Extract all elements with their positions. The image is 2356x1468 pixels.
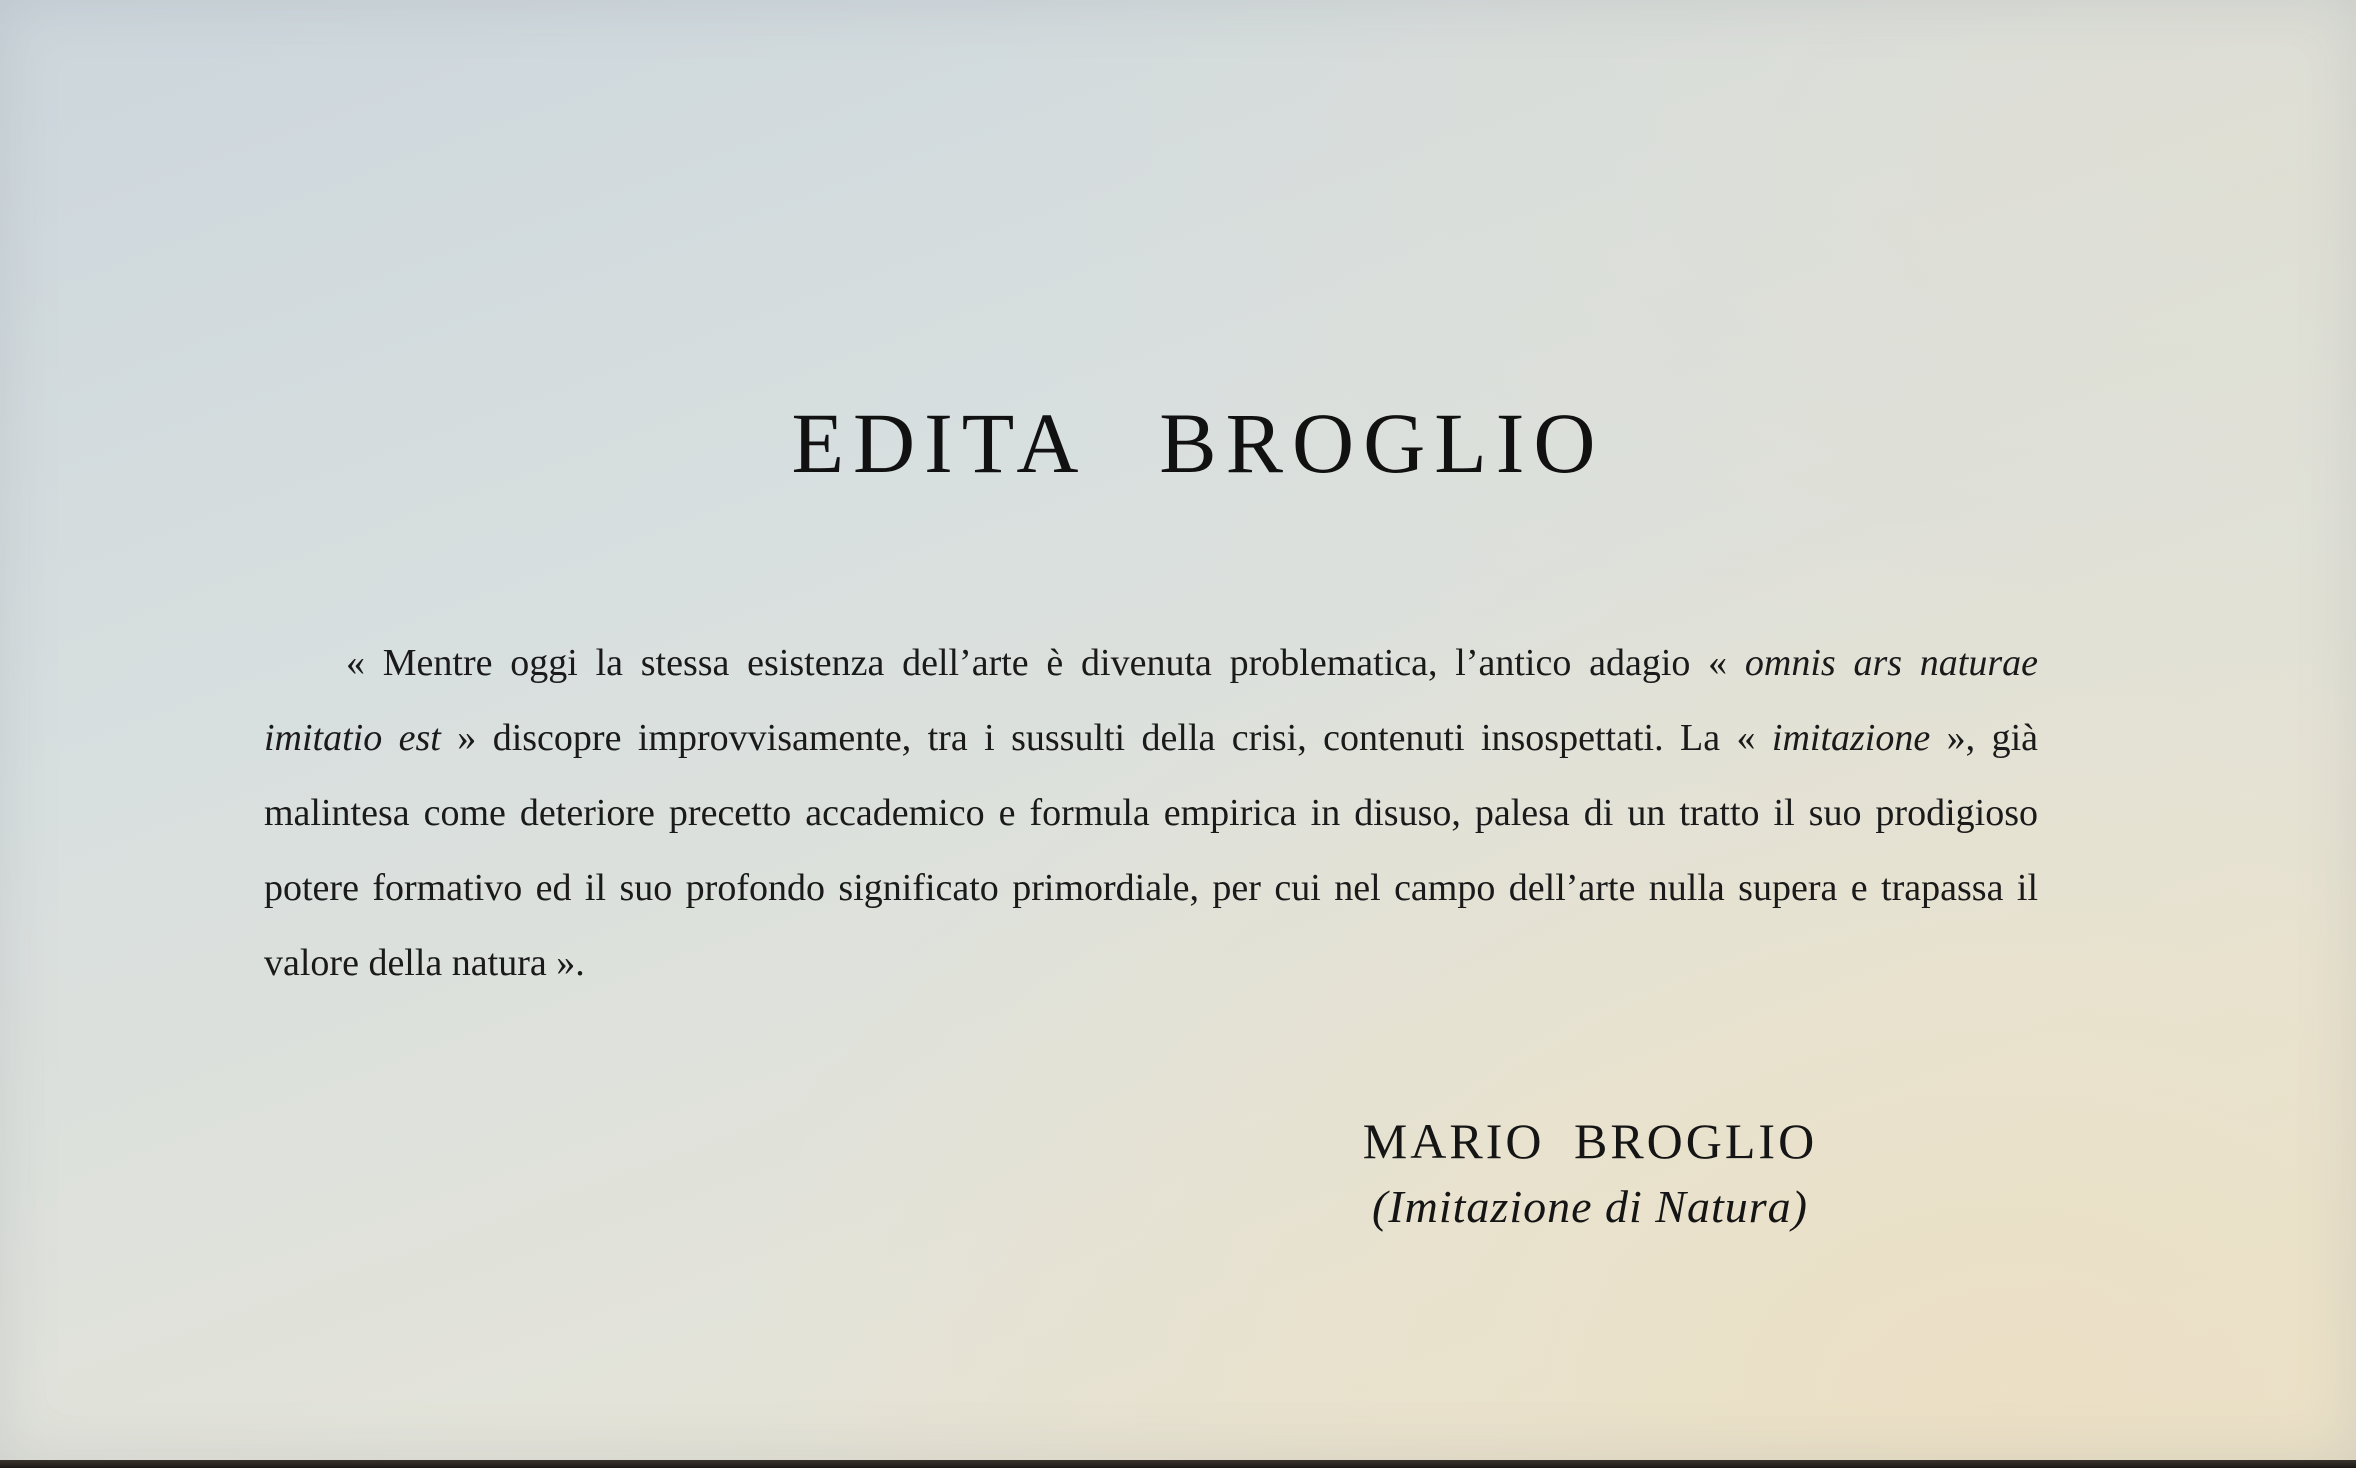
quote-text-1: « Mentre oggi la stessa esistenza dell’arte è divenuta problematica, l’antico adagio « xyxy=(346,642,1728,684)
quote-imitazione-term: imitazione xyxy=(1755,717,1931,759)
quote-text-2: » discopre improvvisamente, tra i sussulti della crisi, contenuti insospettati. La « xyxy=(440,717,1756,759)
quote-paragraph xyxy=(264,626,2038,1001)
author-name: MARIO BROGLIO xyxy=(1362,1113,1818,1169)
author-source: (Imitazione di Natura) xyxy=(1372,1181,1808,1232)
quote-latin-adage: omnis ars naturae imitatio est xyxy=(264,642,2038,759)
attribution xyxy=(1300,1108,1880,1240)
page-title: EDITA BROGLIO xyxy=(791,395,1605,491)
card-bottom-edge xyxy=(0,1460,2356,1468)
quote-text-3: », già malintesa come deteriore precetto accademico e formula empirica in disuso, palesa di un tratto il suo prodigioso potere formativo ed il suo profondo significato primordiale, per cui nel campo dell’arte nulla supera e trapassa il valore della natura ». xyxy=(264,717,2038,984)
